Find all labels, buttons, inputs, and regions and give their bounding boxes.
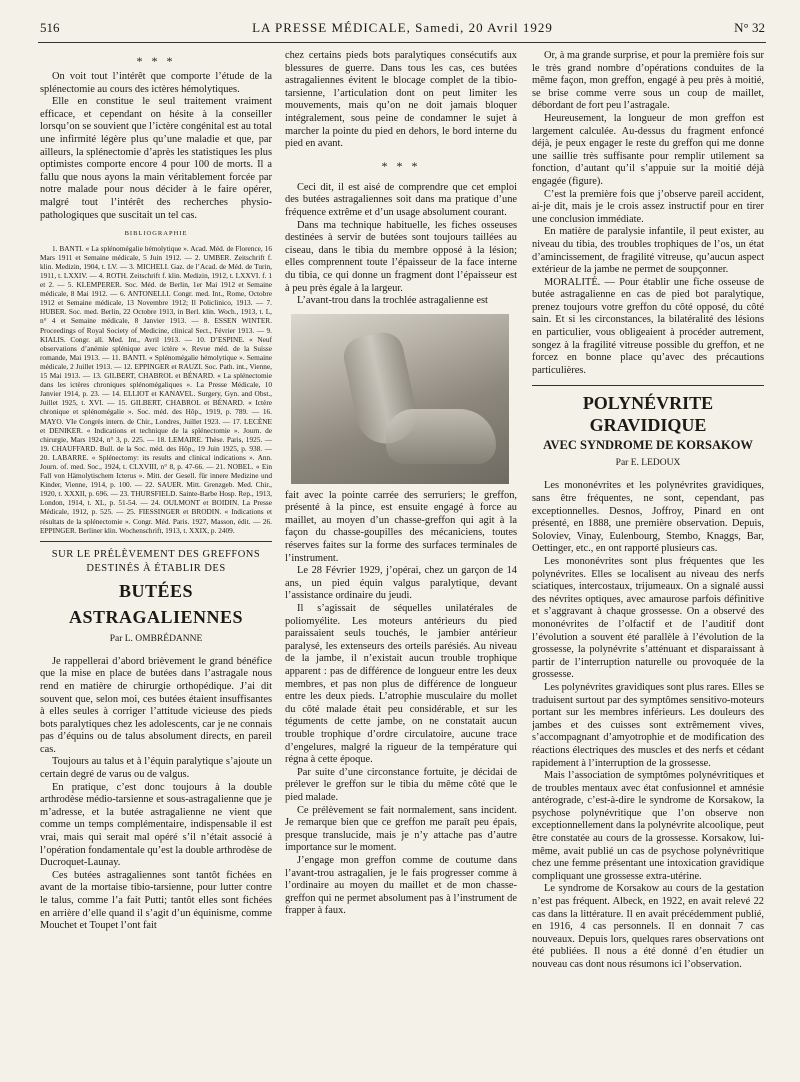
paragraph: L’avant-trou dans la trochlée astragalienne est <box>297 295 488 307</box>
article-title: POLYNÉVRITE GRAVIDIQUE <box>582 393 714 436</box>
paragraph: Le syndrome de Korsakow au cours de la gestation n’est pas fréquent. Albeck, en 1922, en avait relevé 22 cas dans la littérature. Il en avait précédemment publié, en 1916, 4 cas personnels. Il en donnait 7 cas nouveaux. Depuis lors, quelques rares observations ont été publiées. Il nous a été donné d’en étudier un nouveau cas dont nous résumons ici l’observation. <box>532 883 764 970</box>
paragraph: fait avec la pointe carrée des serruriers; le greffon, présenté à la pince, est ensuite engagé à force au maillet, au moyen d’un chasse-greffon qui agit à la façon du chasse-goupilles des mécaniciens, toutes réserves faites sur la forme des surfaces terminales de l’instrument. <box>285 489 517 564</box>
paragraph: Ce prélèvement se fait normalement, sans incident. Je remarque bien que ce greffon me paraît peu épais, presque translucide, mais je n’y attache pas d’autre importance sur le moment. <box>285 804 517 854</box>
paragraph: En pratique, c’est donc toujours à la double arthrodèse médio-tarsienne et sous-astragalienne que je m’adresse, et la butée astragalienne ne vient que comme un temps complémentaire, indispensable il est vrai, mais qui serait mal opéré s’il n’était associé à l’opération fondamentale qu’est la double arthrodèse de Ducroquet-Launay. <box>40 781 272 869</box>
paragraph: Le 28 Février 1929, j’opérai, chez un garçon de 14 ans, un pied équin valgus paralytique, devant l’assistance ordinaire du jeudi. <box>285 565 517 602</box>
journal-title: LA PRESSE MÉDICALE, Samedi, 20 Avril 1929 <box>252 20 553 35</box>
column-right <box>532 50 764 1072</box>
moral-paragraph: MORALITÉ. — Pour établir une fiche osseuse de butée astragalienne en cas de pied bot paralytique, prenez toujours votre greffon du côté opposé, du côté sain. Et si les circonstances, la bilatéralité des lésions en particulier, vous obligeaient à procéder autrement, songez à la fragilité vitreuse possible du greffon, et ne forcez en bonne place qu’avec des précautions particulières. <box>532 276 764 376</box>
paragraph: En matière de paralysie infantile, il peut exister, au niveau du tibia, des troubles trophiques de l’os, un état d’amincissement, de fragilité vitreuse, qu’aucun aspect extérieur de la jambe ne permet de soupçonner. <box>532 226 764 276</box>
page-number: 516 <box>40 20 60 35</box>
paragraph: Toujours au talus et à l’équin paralytique s’ajoute un certain degré de varus ou de valgus. <box>40 756 272 781</box>
paragraph: J’engage mon greffon comme de coutume dans l’avant-trou astragalien, je le fais progresser comme à l’ordinaire au moyen du maillet et de mon chasse-greffon qui ne permet absolument pas à l’instrument de frapper à faux. <box>285 854 517 917</box>
article-byline: Par L. OMBRÉDANNE <box>109 633 203 644</box>
paragraph: On voit tout l’intérêt que comporte l’étude de la splénectomie au cours des ictères hémolytiques. <box>40 71 272 95</box>
paragraph: Ces butées astragaliennes sont tantôt fichées en avant de la mortaise tibio-tarsienne, pour lutter contre le talus, comme l’a fait Putti; tantôt elles sont fichées en arrière d’elle quand il s’agit d’un équinisme, comme Mouchet et Toupet l’ont fait <box>40 869 272 932</box>
paragraph: Or, à ma grande surprise, et pour la première fois sur le très grand nombre d’opérations conduites de la même façon, mon greffon, engagé à peu près à moitié, se brise comme verre sous un coup de maillet, débordant de fort peu l’astragale. <box>532 50 764 112</box>
article-separator <box>40 541 272 542</box>
section-ornament: * * * <box>381 158 421 173</box>
article-title-line: SUR LE PRÉLÈVEMENT DES GREFFONS <box>51 548 261 560</box>
paragraph: C’est la première fois que j’observe pareil accident, ai-je dit, mais je le crois assez instructif pour en tirer une conclusion immédiate. <box>532 188 764 225</box>
header-rule <box>38 42 766 43</box>
bibliography-list: 1. BANTI. « La splénomégalie hémolytique ». Acad. Méd. de Florence, 16 Mars 1911 et Semaine médicale, 5 Juin 1912. — 2. UMBER. Zeitschrift f. klin. Medizin, 1904, t. LV. — 3. MICHELI. Gaz. de l’Acad. de Méd. de Turin, 1911, t. LXXIV. — 4. ROTH. Zeitschrift f. klin. Medizin, 1912, t. LXXVI. f. 1 et 2. — 5. KLEMPERER. Soc. Méd. de Berlin, 1er Mai 1912 et Semaine médicale, 8 Mai 1912. — 6. ANTONELLI. Congr. med. Int., Rome, Octobre 1912 et Semaine médicale, 13 Novembre 1912; Il Policlinico, 1913. — 7. HUBER. Soc. med. Berlin, 22 Octobre 1913, in Berl. klin. Woch., 1913, t. L, n° 4 et Semaine médicale, 8 Janvier 1913. — 8. ESSEN WINTER. Proceedings of Royal Society of Medicine, clinical Sect., Février 1913. — 9. KIALIS. Congr. all. Med. Int., Avril 1913. — 10. D’ESPINE. « Neuf observations d’anémie splénique avec ictère ». Revue méd. de la Suisse romande, Mai 1913. — 11. BANTI. « Splénomégalie hémolytique ». Semaine médicale, 2 Juillet 1913. — 12. EPPINGER et RAUZI. Soc. Path. int., Vienne, 15 Mai 1913. — 13. GILBERT, CHABROL et BÉNARD. « La splénectomie dans les ictères chroniques splénomégaliques ». La Presse Médicale, 10 Janvier 1914, p. 23. — 14. ELLIOT et KANAVEL. Surgery, Gyn. and Obst., Juillet 1925, t. XVI. — 15. GILBERT, CHABROL et BÉNARD. « Ictère chronique et splénomégalie ». Soc. méd. des Hôp., 1919, p. 789. — 16. MAYO. VIe Congrès intern. de Chir., Londres, Juillet 1923. — 17. LECÈNE et DENIKER. « Indications et technique de la splénectomie ». Journ. de chirurgie, Mars 1924, n° 3, p. 225. — 18. LEMAIRE. Thèse. Paris, 1925. — 19. CHAUFFARD. Bull. de la Soc. méd. des Hôp., 19 Juin 1925, p. 938. — 20. LABARRE. « Splénectomy: its results and clinical indications ». Ann. Journ. of. med. Soc., 1924, t. CLXVIII, n° 8, p. 47-66. — 21. NOBEL. « Ein Fall von Hämolytischem Icterus ». Mitt. der Gesell. für innere Medizine und Kinder, Vienne, 1914, p. 100. — 22. SAUER. Mitt. Grenzgeb. Med. Chir., 1920, t. XXXII, p. 696. — 23. THURSFIELD. Sainte-Barbe Hosp. Rep., 1913, London, 1914, t. XL, p. 51-54. — 24. OULMONT et BOIDIN. La Presse Médicale, 1912, p. 525. — 25. FIESSINGER et BRODIN. « Indications et résultats de la splénectomie ». Congr. Méd. Paris. 1927, Masson, édit. — 26. EPPINGER. Berliner klin. Wochenschrift, 1913, t. XXIX, p. 2409. <box>40 243 272 535</box>
issue-number: N° 32 <box>734 20 765 35</box>
paragraph: Les mononévrites et les polynévrites gravidiques, sans être fréquentes, ne sont, cependant, pas exceptionnelles. Desnos, Joffroy, Pinard en ont présenté, en 1888, une première observation. Depuis, Soloviev, Vinay, Eulenbourg, Stembo, Knaggs, Bar, Oettinger, etc., en ont rapporté plusieurs cas. <box>532 480 764 555</box>
paragraph: Il s’agissait de séquelles unilatérales de poliomyélite. Les moteurs antérieurs du pied paraissaient seuls touchés, le jambier antérieur paralysé, les extenseurs des orteils parésiés. Au niveau de la jambe, il n’existait aucun trouble trophique apparent : pas de différence de longueur entre les deux membres, et pas non plus de différence de longueur entre les deux pieds. L’atrophie musculaire du mollet du côté malade était peu considérable, et sur les téguments de cette jambe, on ne constatait aucun trouble trophique d’ordre circulatoire, aucune trace d’engelures, malgré la rigueur de la température qui régna à cette époque. <box>285 603 517 766</box>
column-left <box>40 50 272 1072</box>
paragraph: Elle en constitue le seul traitement vraiment efficace, et cependant on hésite à la conseiller lorsqu’on se souvient que l’ictère congénital est au total une infirmité légère plus qu’une maladie et que, par ailleurs, la splénectomie d’après les statistiques les plus optimistes comporte encore 4 pour 100 de morts. Il a fallu que nous ayons la main véritablement forcée par notre malade pour nous décider à le faire opérer, malgré tout l’intérêt des recherches physio-pathologiques que suscitait un tel cas. <box>40 96 272 221</box>
foot-shape <box>386 409 496 464</box>
article-title: BUTÉES ASTRAGALIENNES <box>68 580 244 627</box>
article-byline: Par E. LEDOUX <box>615 458 681 469</box>
paragraph: Mais l’association de symptômes polynévritiques et de troubles mentaux avec état confusionnel et amnésie antérograde, c’est-à-dire le syndrome de Korsakow, la psychose polynévritique que l’on observe non exceptionnellement dans la polynévrite alcoolique, peut être constatée au cours de la grossesse. Korsakow, lui-même, avait publié un cas de psychose polynévritique chez une femme présentant une intoxication gravidique compliquant une grossesse extra-utérine. <box>532 770 764 882</box>
page-header <box>40 20 765 38</box>
paragraph: chez certains pieds bots paralytiques consécutifs aux blessures de guerre. Dans tous les cas, ces butées astragaliennes évitent le blocage complet de la tibio-tarsienne, l’articulation dont on peut limiter les mouvements, mais qu’on ne doit jamais bloquer intégralement, sous peine de condamner le sujet à marcher la pointe du pied en dehors, le bord interne du pied en avant. <box>285 50 517 150</box>
paragraph: Par suite d’une circonstance fortuite, je décidai de prélever le greffon sur le tibia du même côté que le pied malade. <box>285 766 517 803</box>
paragraph: Ceci dit, il est aisé de comprendre que cet emploi des butées astragaliennes soit dans ma pratique d’une fréquence extrême et d’un usage absolument courant. <box>285 181 517 218</box>
section-ornament: * * * <box>136 54 176 68</box>
article-subtitle: AVEC SYNDROME DE KORSAKOW <box>543 438 753 453</box>
radiograph-figure <box>291 314 509 484</box>
paragraph: Les polynévrites gravidiques sont plus rares. Elles se traduisent surtout par des symptômes sensitivo-moteurs portant sur les membres inférieurs. Les douleurs des jambes et des cuisses sont extrêmement vives, s’accompagnant d’amyotrophie et de modification des réactions électriques des muscles et des nerfs et cédant rapidement à l’interruption de la grossesse. <box>532 681 764 769</box>
article-separator <box>532 385 764 386</box>
column-middle <box>285 50 517 1072</box>
paragraph: Dans ma technique habituelle, les fiches osseuses destinées à servir de butées sont toujours taillées au ciseau, dans le tibia du membre opposé à la lésion; elles comprennent toute l’épaisseur de la face interne du tibia, ce qui donne un fragment dont l’épaisseur est à peu près égale à la largeur. <box>285 219 517 294</box>
article-title-line: DESTINÉS À ÉTABLIR DES <box>86 562 226 574</box>
bibliography-heading: BIBLIOGRAPHIE <box>124 230 188 238</box>
paragraph: Les mononévrites sont plus fréquentes que les polynévrites. Elles se localisent au niveau des nerfs sciatiques, intercostaux, trijumeaux. On a signalé aussi des névrites optiques, avec amaurose parfois définitive et s’aggravant à chaque grossesse. On a observé des mononévrites de l’olfactif et de l’auditif dont l’évolution a souvent été parallèle à l’évolution de la grossesse, la polynévrite s’atténuant et disparaissant à partir de l’interruption naturelle ou provoquée de la grossesse. <box>532 556 764 681</box>
paragraph: Heureusement, la longueur de mon greffon est largement calculée. Au-dessus du fragment enfoncé déjà, je peux engager le reste du greffon qui me donne une saillie très suffisante pour remplir utilement sa fonction, d’autant qu’il s’appuie sur la moitié déjà engagée (figure). <box>532 112 764 187</box>
paragraph: Je rappellerai d’abord brièvement le grand bénéfice que la mise en place de butées dans l’astragale nous rend en matière de chirurgie orthopédique. J’ai dit souvent que, selon moi, ces butées étaient insuffisantes à elles seules à corriger l’attitude vicieuse des pieds bots paralytiques chez les adolescents, car je ne connais pas d’équins ou de talus absolument directs, en pareil cas. <box>40 655 272 755</box>
